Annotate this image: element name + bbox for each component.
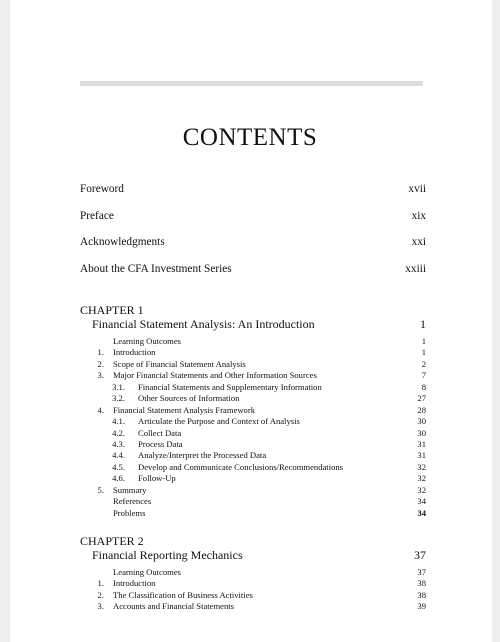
front-matter-label: About the CFA Investment Series (80, 263, 232, 275)
toc-entry-title: Scope of Financial Statement Analysis (113, 358, 246, 369)
toc-entry-page: 8 (421, 381, 426, 392)
toc-entry-title: Introduction (113, 578, 156, 589)
toc-entry (80, 450, 426, 461)
front-matter-page: xxiii (405, 263, 426, 275)
toc-entry-title: Introduction (113, 347, 156, 358)
toc-entry-page: 7 (421, 370, 426, 381)
chapter-entries (80, 567, 426, 613)
toc-entry (80, 359, 426, 370)
toc-entry (80, 578, 426, 589)
toc-entry-page: 1 (421, 347, 426, 358)
toc-entry-title: The Classification of Business Activities (113, 589, 253, 600)
header-rule (80, 81, 423, 86)
toc-entry-number: 4.4. (112, 450, 125, 461)
toc-entry-page: 1 (421, 336, 426, 346)
toc-entry-page: 31 (417, 450, 426, 461)
toc-entry (80, 416, 426, 427)
toc-entry-title: Learning Outcomes (113, 336, 182, 346)
toc-entry-number: 4.1. (112, 416, 125, 427)
toc-entry-title: Major Financial Statements and Other Information Sources (113, 370, 317, 381)
toc-entry-page: 32 (417, 473, 426, 484)
toc-entry (80, 590, 426, 601)
toc-entry-page: 37 (417, 567, 426, 577)
toc-entry-page: 38 (417, 578, 426, 589)
toc-entry-page: 30 (417, 427, 426, 438)
toc-entry-number: 2. (97, 589, 104, 600)
front-matter-item (80, 209, 426, 223)
toc-entry-number: 1. (97, 347, 104, 358)
toc-entry-title: Collect Data (138, 427, 182, 438)
toc-entry (80, 405, 426, 416)
toc-entry-title: Follow-Up (138, 473, 176, 484)
front-matter-item (80, 235, 426, 249)
toc-entry (80, 601, 426, 612)
toc-entry (80, 473, 426, 484)
chapter-page: 37 (414, 548, 426, 562)
toc-entry (80, 347, 426, 358)
toc-entry-title: Learning Outcomes (113, 567, 182, 577)
toc-entry (80, 508, 426, 519)
toc-entry-title: Summary (113, 484, 147, 495)
toc-entry-title: Problems (113, 507, 146, 518)
chapter-label: CHAPTER 2 (80, 534, 144, 548)
toc-entry-number: 3. (97, 601, 104, 612)
toc-entry-page: 28 (417, 404, 426, 415)
toc-entry (80, 393, 426, 404)
toc-entry (80, 567, 426, 578)
toc-entry-page: 39 (417, 601, 426, 612)
toc-entry-title: Process Data (138, 438, 183, 449)
chapter-title: Financial Statement Analysis: An Introduction (92, 317, 315, 331)
toc-entry-title: Articulate the Purpose and Context of Analysis (138, 416, 300, 427)
front-matter-item (80, 182, 426, 196)
toc-entry (80, 496, 426, 507)
toc-entry-number: 3.1. (112, 381, 125, 392)
toc-entry-number: 4.6. (112, 473, 125, 484)
chapter-title-row (92, 548, 426, 562)
toc-entry (80, 439, 426, 450)
toc-entry-title: Financial Statement Analysis Framework (113, 404, 256, 415)
toc-entry-page: 34 (417, 507, 426, 518)
toc-entry-page: 30 (417, 416, 426, 427)
toc-entry-page: 27 (417, 393, 426, 404)
chapter-title: Financial Reporting Mechanics (92, 548, 243, 562)
toc-entry-number: 4. (97, 404, 104, 415)
toc-entry-number: 2. (97, 358, 104, 369)
front-matter-page: xix (411, 210, 426, 222)
toc-entry-title: Develop and Communicate Conclusions/Recommendations (138, 461, 344, 472)
toc-entry-number: 3.2. (112, 393, 125, 404)
toc-entry (80, 336, 426, 347)
chapter-label: CHAPTER 1 (80, 303, 144, 317)
front-matter-page: xvii (408, 183, 426, 195)
toc-entry-page: 38 (417, 589, 426, 600)
toc-entry-title: Accounts and Financial Statements (113, 601, 235, 612)
toc-entry-number: 4.3. (112, 438, 125, 449)
toc-entry-number: 4.2. (112, 427, 125, 438)
toc-entry-page: 2 (421, 358, 426, 369)
toc-entry-page: 32 (417, 484, 426, 495)
front-matter-label: Foreword (80, 183, 124, 195)
front-matter-page: xxi (411, 236, 426, 248)
chapter-entries (80, 336, 426, 519)
toc-entry (80, 462, 426, 473)
toc-entry (80, 370, 426, 381)
toc-entry (80, 485, 426, 496)
toc-entry-number: 1. (97, 578, 104, 589)
chapter-page: 1 (420, 317, 426, 331)
chapter-title-row (92, 317, 426, 331)
toc-entry-page: 31 (417, 438, 426, 449)
front-matter-label: Acknowledgments (80, 236, 165, 248)
page-title: CONTENTS (182, 124, 318, 151)
toc-entry-page: 34 (417, 496, 426, 507)
toc-entry-title: Other Sources of Information (138, 393, 240, 404)
front-matter-item (80, 262, 426, 276)
front-matter-label: Preface (80, 210, 114, 222)
toc-entry-page: 32 (417, 461, 426, 472)
toc-entry-number: 5. (97, 484, 104, 495)
toc-entry-title: Analyze/Interpret the Processed Data (138, 450, 267, 461)
toc-entry-title: References (113, 496, 152, 507)
toc-entry (80, 428, 426, 439)
toc-entry-number: 4.5. (112, 461, 125, 472)
toc-entry-title: Financial Statements and Supplementary Information (138, 381, 322, 392)
toc-entry (80, 382, 426, 393)
toc-entry-number: 3. (97, 370, 104, 381)
